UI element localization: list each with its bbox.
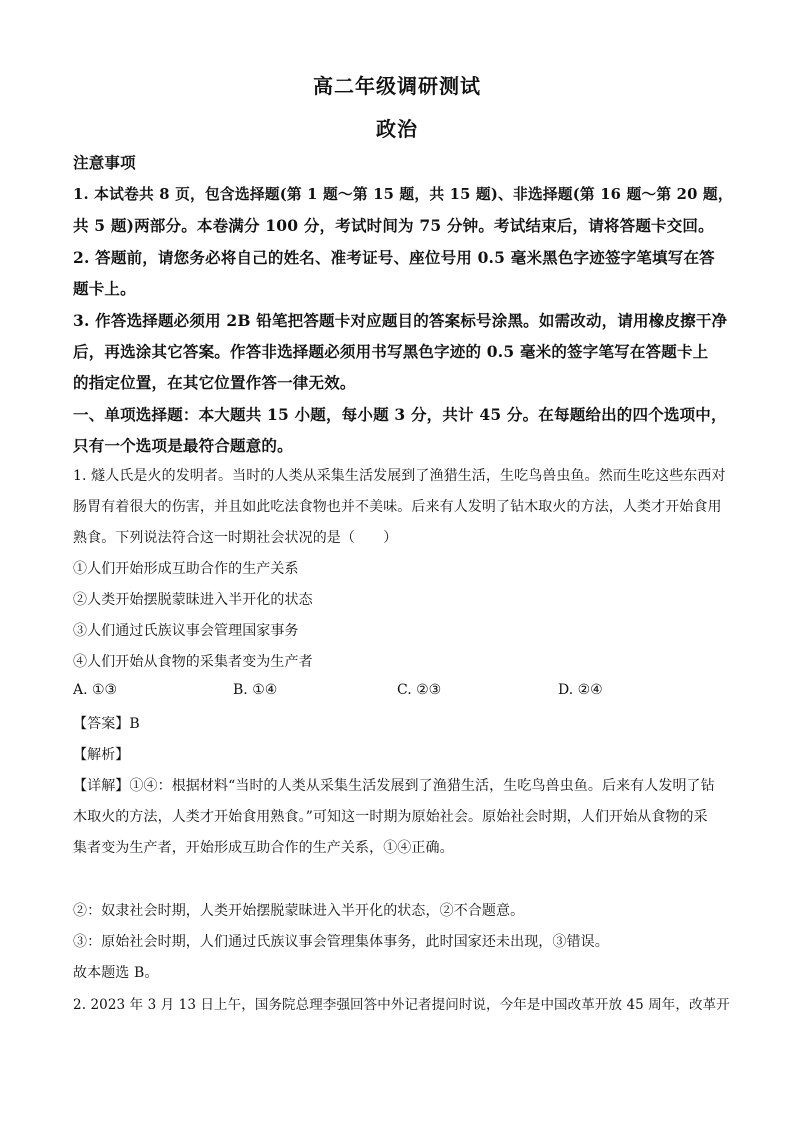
exam-subject: 政治 — [376, 117, 418, 141]
question-stem: 1. 燧人氏是火的发明者。当时的人类从采集生活发展到了渔猎生活，生吃鸟兽虫鱼。然而生吃这些东西对 — [73, 468, 726, 484]
answer: 【答案】B — [73, 716, 140, 732]
option-a: A. ①③ — [73, 682, 118, 698]
analysis-note: ③：原始社会时期，人们通过氏族议事会管理集体事务，此时国家还未出现，③错误。 — [73, 934, 609, 950]
statement-4: ④人们开始从食物的采集者变为生产者 — [73, 654, 313, 670]
notice-line: 的指定位置，在其它位置作答一律无效。 — [73, 373, 356, 392]
statement-1: ①人们开始形成互助合作的生产关系 — [73, 561, 299, 577]
analysis-detail: 【详解】①④：根据材料“当时的人类从采集生活发展到了渔猎生活，生吃鸟兽虫鱼。后来有人发明了钻 — [73, 778, 715, 794]
notice-line: 题卡上。 — [73, 279, 136, 298]
analysis-note: ②：奴隶社会时期，人类开始摆脱蒙昧进入半开化的状态，②不合题意。 — [73, 903, 525, 919]
statement-2: ②人类开始摆脱蒙昧进入半开化的状态 — [73, 592, 313, 608]
option-c: C. ②③ — [397, 682, 442, 698]
notice-line: 共 5 题)两部分。本卷满分 100 分，考试时间为 75 分钟。考试结束后，请将答题卡交回。 — [73, 216, 714, 235]
question-stem: 肠胃有着很大的伤害，并且如此吃法食物也并不美味。后来有人发明了钻木取火的方法，人类才开始食用 — [73, 499, 722, 515]
notice-line: 1. 本试卷共 8 页，包含选择题(第 1 题～第 15 题，共 15 题)、非选择题(第 16 题～第 20 题， — [73, 186, 733, 203]
statement-3: ③人们通过氏族议事会管理国家事务 — [73, 623, 299, 639]
section-heading: 只有一个选项是最符合题意的。 — [73, 436, 293, 455]
exam-title: 高二年级调研测试 — [313, 74, 481, 98]
notice-line: 2. 答题前，请您务必将自己的姓名、准考证号、座位号用 0.5 毫米黑色字迹签字笔填写在答 — [73, 248, 715, 267]
analysis-detail: 木取火的方法，人类才开始食用熟食。”可知这一时期为原始社会。原始社会时期，人们开始从食物的采 — [73, 809, 708, 825]
option-b: B. ①④ — [233, 682, 278, 698]
option-d: D. ②④ — [558, 682, 603, 698]
question-stem: 2. 2023 年 3 月 13 日上午，国务院总理李强回答中外记者提问时说，今年是中国改革开放 45 周年，改革开 — [73, 997, 730, 1013]
notice-heading: 注意事项 — [73, 153, 136, 172]
notice-line: 3. 作答选择题必须用 2B 铅笔把答题卡对应题目的答案标号涂黑。如需改动，请用橡皮擦干净 — [73, 311, 728, 330]
analysis-label: 【解析】 — [73, 747, 130, 763]
section-heading: 一、单项选择题：本大题共 15 小题，每小题 3 分，共计 45 分。在每题给出的四个选项中， — [73, 405, 727, 424]
notice-line: 后，再选涂其它答案。作答非选择题必须用书写黑色字迹的 0.5 毫米的签字笔写在答题卡上 — [73, 342, 709, 361]
analysis-conclusion: 故本题选 B。 — [73, 965, 159, 981]
question-stem: 熟食。下列说法符合这一时期社会状况的是（ ） — [73, 530, 398, 546]
analysis-detail: 集者变为生产者，开始形成互助合作的生产关系，①④正确。 — [73, 840, 454, 856]
